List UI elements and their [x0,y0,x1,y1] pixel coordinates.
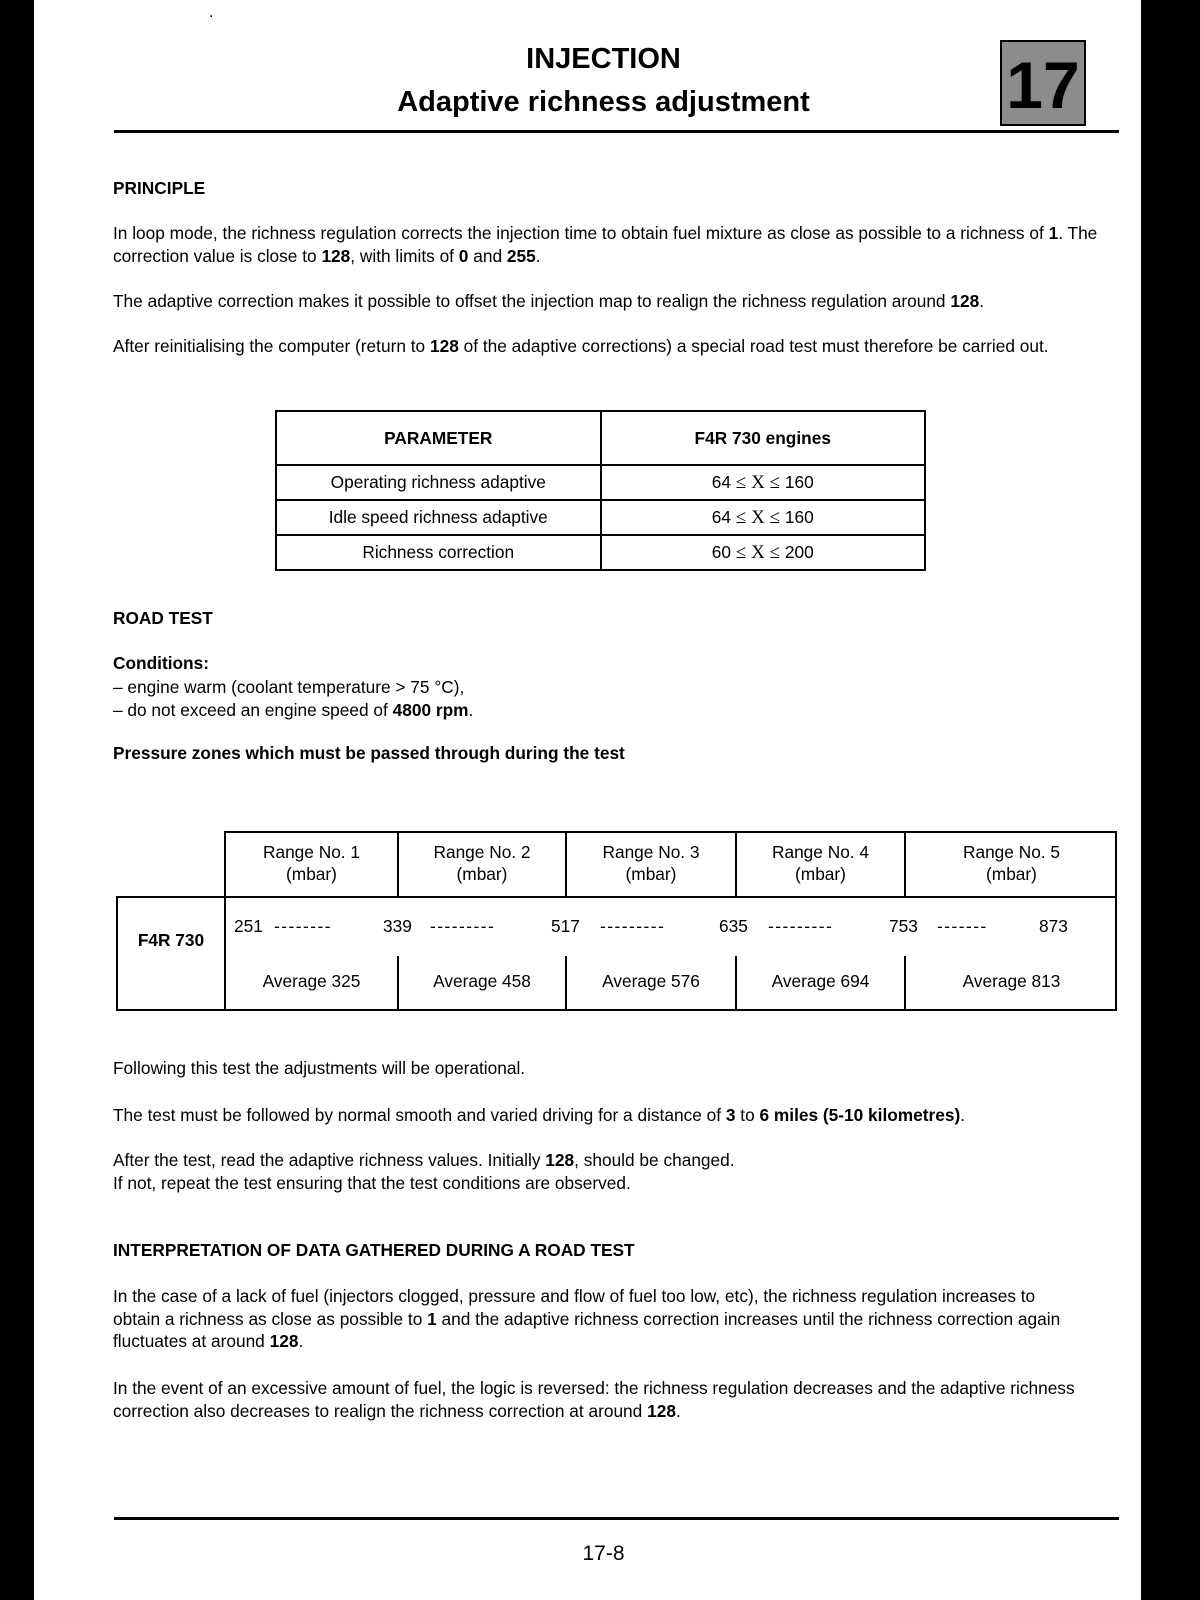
range-2-header: Range No. 2 (mbar) [433,842,531,884]
bound-value: 251 [234,916,263,936]
table-row [276,535,925,570]
bound-value: 635 [719,916,748,936]
pressure-zones-heading: Pressure zones which must be passed through during the test [113,743,625,763]
stray-dot: . [209,4,214,21]
parameter-name: Richness correction [276,535,601,570]
interpretation-paragraph-2: In the event of an excessive amount of fuel, the logic is reversed: the richness regulation decreases and the adaptive richness correction also decreases to realign the richness correction at around 128. [113,1378,1075,1421]
range-3-header: Range No. 3 (mbar) [602,842,700,884]
principle-paragraph-1: In loop mode, the richness regulation corrects the injection time to obtain fuel mixture as close as possible to a richness of 1. The correction value is close to 128, with limits of 0 and 255. [113,223,1098,266]
page-title: Adaptive richness adjustment [397,86,810,118]
principle-paragraph-2: The adaptive correction makes it possible to offset the injection map to realign the richness regulation around 128. [113,291,984,311]
range-5-average: Average 813 [962,971,1061,991]
page-number: 17-8 [582,1542,625,1565]
header-rule [114,130,1119,133]
range-header-divider [224,896,1117,898]
parameter-table-header [276,411,925,465]
bound-value: 517 [551,916,580,936]
section-title: INJECTION [526,43,681,75]
range-4-header: Range No. 4 (mbar) [771,842,870,884]
principle-paragraph-3: After reinitialising the computer (return to 128 of the adaptive corrections) a special road test must therefore be carried out. [113,336,1049,356]
after-paragraph-2: The test must be followed by normal smooth and varied driving for a distance of 3 to 6 miles (5-10 kilometres). [113,1105,966,1125]
parameter-name: Operating richness adaptive [276,465,601,500]
after-paragraph-1: Following this test the adjustments will be operational. [113,1058,526,1078]
after-paragraph-3: After the test, read the adaptive richness values. Initially 128, should be changed. If not, repeat the test ensuring that the test conditions are observed. [113,1150,735,1193]
engine-label: F4R 730 [137,930,205,950]
range-1-header: Range No. 1 (mbar) [262,842,361,884]
parameter-table [275,410,926,571]
range-4-average: Average 694 [771,971,870,991]
parameter-name: Idle speed richness adaptive [276,500,601,535]
parameter-range: 60 ≤ X ≤ 200 [601,535,926,570]
parameter-range: 64 ≤ X ≤ 160 [601,500,926,535]
interpretation-paragraph-1: In the case of a lack of fuel (injectors clogged, pressure and flow of fuel too low, etc), the richness regulation increases to obtain a richness as close as possible to 1 and the adaptive richness correction increases until the richness correction again fluctuates at around 128. [113,1286,1061,1351]
range-dashes: --------- [600,916,666,936]
range-2-average: Average 458 [433,971,531,991]
condition-1: – engine warm (coolant temperature > 75 °C), [113,677,465,697]
engine-column-header: F4R 730 engines [601,411,926,465]
engine-cell [116,896,226,1011]
table-row [276,500,925,535]
conditions-label: Conditions: [113,653,209,673]
chapter-number-box: 17 [1000,40,1086,126]
range-dashes: ------- [937,916,988,936]
principle-heading: PRINCIPLE [113,178,206,198]
parameter-range: 64 ≤ X ≤ 160 [601,465,926,500]
bound-value: 873 [1039,916,1068,936]
condition-2: – do not exceed an engine speed of 4800 rpm. [113,700,474,720]
parameter-column-header: PARAMETER [276,411,601,465]
manual-page [34,0,1141,1600]
bound-value: 339 [383,916,412,936]
range-dashes: --------- [768,916,834,936]
footer-rule [114,1517,1119,1520]
interpretation-heading: INTERPRETATION OF DATA GATHERED DURING A ROAD TEST [113,1240,635,1260]
range-3-average: Average 576 [602,971,700,991]
table-row [276,465,925,500]
bound-value: 753 [889,916,918,936]
range-1-average: Average 325 [262,971,361,991]
range-dashes: -------- [274,916,333,936]
range-dashes: --------- [430,916,496,936]
road-test-heading: ROAD TEST [113,608,213,628]
range-5-header: Range No. 5 (mbar) [962,842,1061,884]
